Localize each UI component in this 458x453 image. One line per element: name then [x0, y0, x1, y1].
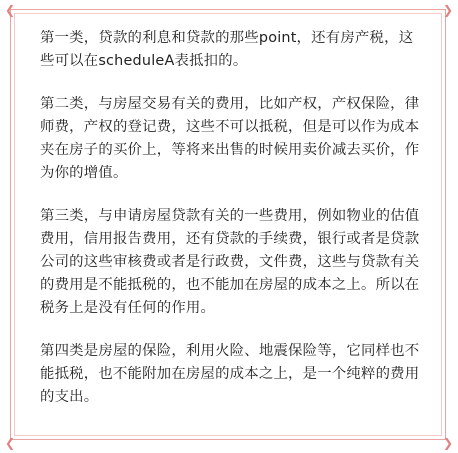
paragraph-category-4: 第四类是房屋的保险，利用火险、地震保险等，它同样也不能抵税，也不能附加在房屋的成本之上，是一个纯粹的费用的支出。	[40, 343, 420, 405]
corner-ornament-icon: ❮	[4, 3, 16, 17]
paragraph-category-3: 第三类，与申请房屋贷款有关的一些费用，例如物业的估值费用，信用报告费用，还有贷款的手续费，银行或者是贷款公司的这些审核费或者是行政费，文件费，这些与贷款有关的费用是不能抵税的，也不能加在房屋的成本之上。所以在税务上是没有任何的作用。	[40, 208, 420, 316]
corner-ornament-icon: ❮	[4, 436, 16, 450]
paragraph-category-1: 第一类，贷款的利息和贷款的那些point，还有房产税，这些可以在scheduleA表抵扣的。	[40, 30, 414, 69]
article-body	[40, 27, 422, 409]
corner-ornament-icon: ❯	[442, 3, 454, 17]
corner-ornament-icon: ❯	[442, 436, 454, 450]
paragraph-category-2: 第二类，与房屋交易有关的费用，比如产权，产权保险，律师费，产权的登记费，这些不可以抵税，但是可以作为成本夹在房子的买价上，等将来出售的时候用卖价减去买价，作为你的增值。	[40, 96, 420, 181]
